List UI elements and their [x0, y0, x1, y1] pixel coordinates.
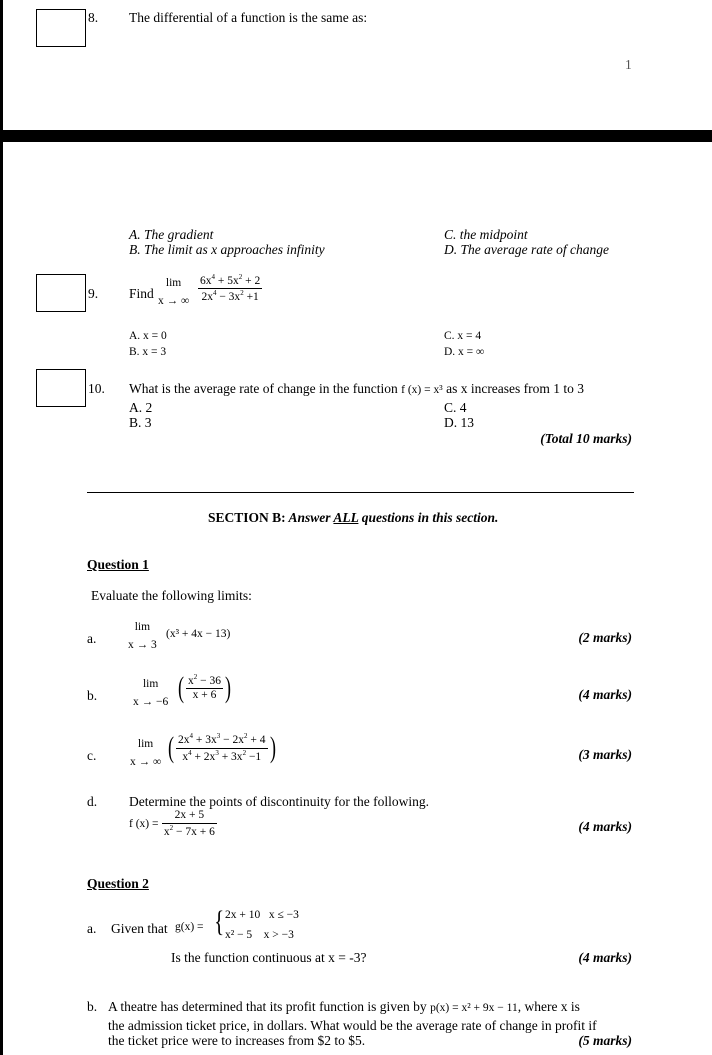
q1c-lim-word: lim: [137, 738, 154, 750]
q1a-lim-word: lim: [134, 621, 151, 633]
q1b-label: b.: [87, 688, 98, 703]
q8-text: The differential of a function is the same as:: [129, 10, 368, 25]
q8-option-d: D. The average rate of change: [444, 242, 609, 257]
q10-text: [129, 382, 584, 397]
question1-title-text: Question 1: [87, 557, 149, 572]
q9-fraction: $\frac{6x^4 + 5x^2 + 2}{2x^4 - 3x^2 +1}$: [200, 273, 261, 304]
q1b-marks: (4 marks): [578, 687, 632, 702]
q8-option-b: B. The limit as x approaches infinity: [129, 242, 325, 257]
q2b-marks: (5 marks): [578, 1033, 632, 1048]
page-left-border-2: [0, 142, 3, 1055]
section-b-heading: [208, 511, 498, 525]
q10-option-d: D. 13: [444, 415, 474, 430]
q2a-question: Is the function continuous at x = -3?: [171, 950, 367, 965]
section-b-post: questions in this section.: [358, 510, 499, 525]
q2a-case2: x² − 5 x > −3: [225, 929, 294, 941]
q10-option-a: A. 2: [129, 400, 153, 415]
q1c-label: c.: [87, 748, 97, 763]
q9-limit: [158, 274, 189, 311]
q1a-expr: (x³ + 4x − 13): [166, 628, 231, 640]
q1a-limit: [128, 618, 157, 655]
q10-number: 10.: [88, 381, 105, 396]
q9-option-a: A. x = 0: [129, 330, 167, 342]
q9-find: Find: [129, 286, 154, 301]
q2b-label: b.: [87, 999, 98, 1014]
q10-text-main: What is the average rate of change in the function: [129, 381, 398, 396]
q1a-lim-sub: x → 3: [128, 639, 157, 652]
page-number: 1: [625, 57, 632, 72]
q2a-label: a.: [87, 921, 97, 936]
q1c-marks: (3 marks): [578, 747, 632, 762]
q1a-label: a.: [87, 631, 97, 646]
q9-option-d: D. x = ∞: [444, 346, 485, 358]
q1d-marks: (4 marks): [578, 819, 632, 834]
q1d-function: f (x) = $\frac{2x + 5}{x^2 - 7x + 6}$: [129, 809, 215, 838]
q2b-line1: [108, 1000, 580, 1015]
q9-option-c: C. x = 4: [444, 330, 482, 342]
q2b-line1-text: A theatre has determined that its profit function is given by: [108, 999, 427, 1014]
q1b-limit: [133, 675, 168, 712]
q1c-lim-sub: x → ∞: [130, 756, 162, 769]
section-b-pre: Answer: [285, 510, 334, 525]
total-marks: (Total 10 marks): [540, 431, 632, 446]
q1c-fraction: ( $\frac{2x^4 + 3x^3 - 2x^2 + 4}{x^4 + 2x^3 + 3x^2 -1}$ ): [168, 731, 276, 764]
q2a-given: Given that: [111, 921, 168, 936]
question1-instruction: Evaluate the following limits:: [91, 588, 252, 603]
page-left-border: [0, 0, 3, 130]
q1d-func-name: f (x) =: [129, 818, 159, 831]
q1d-label: d.: [87, 794, 98, 809]
q2b-line1-tail: , where x is: [517, 999, 580, 1014]
q2b-line3: the ticket price were to increases from $2 to $5.: [108, 1033, 366, 1048]
q8-number: 8.: [88, 10, 99, 25]
q1d-text: Determine the points of discontinuity for the following.: [129, 794, 429, 809]
q8-option-a: A. The gradient: [129, 227, 214, 242]
q1b-lim-sub: x → −6: [133, 696, 169, 709]
q2b-line2: the admission ticket price, in dollars. What would be the average rate of change in profit if: [108, 1018, 597, 1033]
question1-title: [87, 558, 149, 572]
section-divider: [87, 492, 634, 493]
q9-option-b: B. x = 3: [129, 346, 167, 358]
section-b-bold: SECTION B:: [208, 510, 286, 525]
q1b-lim-word: lim: [142, 678, 159, 690]
q2a-brace: {: [214, 905, 225, 938]
q9-lim-word: lim: [165, 277, 182, 289]
answer-box-q9[interactable]: [36, 274, 86, 312]
question2-title: [87, 877, 149, 891]
q10-option-b: B. 3: [129, 415, 152, 430]
q2b-func: p(x) = x² + 9x − 11: [430, 1002, 518, 1014]
page-break-bar: [0, 130, 712, 142]
q10-func: f (x) = x³: [401, 384, 443, 396]
q10-option-c: C. 4: [444, 400, 467, 415]
q1b-fraction: ( $\frac{x^2 - 36}{x + 6}$ ): [178, 671, 231, 704]
q2a-case1: 2x + 10 x ≤ −3: [225, 909, 299, 921]
answer-box-q8[interactable]: [36, 9, 86, 47]
answer-box-q10[interactable]: [36, 369, 86, 407]
q10-text-tail: as x increases from 1 to 3: [446, 381, 585, 396]
q2a-marks: (4 marks): [578, 950, 632, 965]
question2-title-text: Question 2: [87, 876, 149, 891]
q1c-limit: [130, 735, 161, 772]
q8-option-c: C. the midpoint: [444, 227, 528, 242]
section-b-all: ALL: [333, 510, 359, 525]
q1a-marks: (2 marks): [578, 630, 632, 645]
q9-lim-sub: x → ∞: [158, 295, 190, 308]
q9-number: 9.: [88, 286, 99, 301]
q2a-func: g(x) =: [175, 921, 204, 933]
